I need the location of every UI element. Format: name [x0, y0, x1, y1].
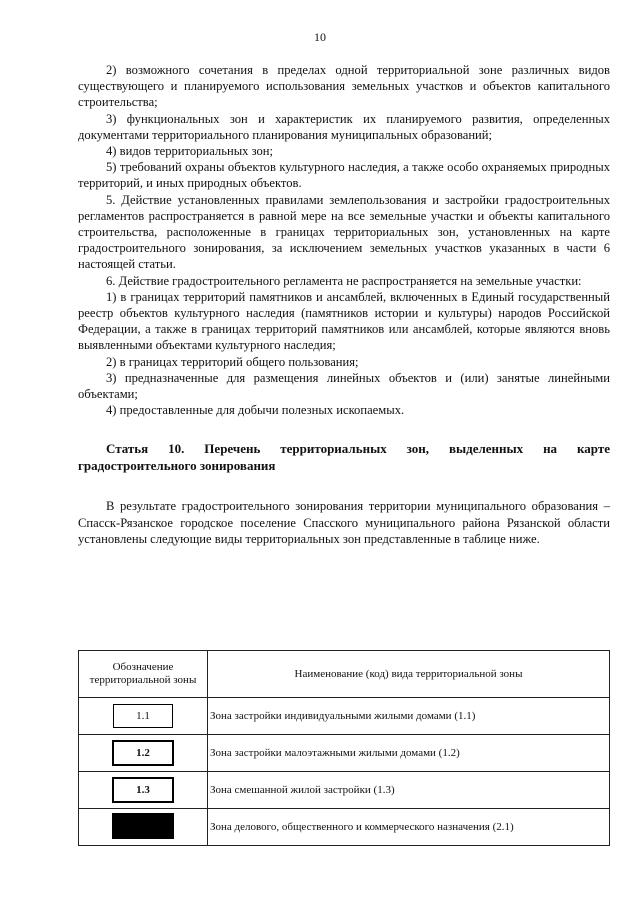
zone-code-swatch: 1.3 — [112, 777, 174, 803]
table-row — [79, 772, 610, 809]
zone-code-swatch: 1.2 — [112, 740, 174, 766]
document-body — [78, 62, 610, 547]
zone-name: Зона смешанной жилой застройки (1.3) — [208, 772, 610, 809]
paragraph: 3) предназначенные для размещения линейных объектов и (или) занятые линейными объектами; — [78, 370, 610, 402]
article-heading: Статья 10. Перечень территориальных зон, выделенных на карте градостроительного зонирования — [78, 441, 610, 474]
paragraph: 3) функциональных зон и характеристик их планируемого развития, определенных документами территориального планирования муниципальных образований; — [78, 111, 610, 142]
paragraph: 4) предоставленные для добычи полезных ископаемых. — [106, 403, 405, 418]
table-row — [79, 809, 610, 846]
table-row — [79, 698, 610, 735]
zones-table — [78, 650, 610, 846]
header-name: Наименование (код) вида территориальной зоны — [208, 651, 610, 698]
paragraph: 5. Действие установленных правилами землепользования и застройки градостроительных регламентов распространяется в равной мере на все земельные участки и объекты капитального строительства, расположенные в границах территориальных зон, установленных на карте градостроительного зонирования, за исключением земельных участков указанных в части 6 настоящей статьи. — [78, 192, 610, 272]
zone-name: Зона застройки индивидуальными жилыми домами (1.1) — [208, 698, 610, 735]
paragraph: 2) возможного сочетания в пределах одной территориальной зоне различных видов существующего и планируемого использования земельных участков и объектов капитального строительства; — [78, 63, 610, 110]
paragraph: 6. Действие градостроительного регламента не распространяется на земельные участки: — [106, 273, 582, 288]
paragraph: 1) в границах территорий памятников и ансамблей, включенных в Единый государственный реестр объектов культурного наследия (памятников истории и культуры) народов Российской Федерации, а также в границах территорий памятников или ансамблей, которые являются вновь выявленными объектами культурного наследия; — [78, 289, 610, 353]
table-row — [79, 735, 610, 772]
paragraph: 5) требований охраны объектов культурного наследия, а также особо охраняемых природных территорий, и иных природных объектов. — [78, 160, 610, 191]
zone-code-swatch — [112, 813, 174, 839]
table-header-row — [79, 651, 610, 698]
page-number: 10 — [314, 30, 326, 44]
paragraph: 2) в границах территорий общего пользования; — [106, 354, 359, 369]
zone-name: Зона застройки малоэтажными жилыми домами (1.2) — [208, 735, 610, 772]
zone-code-swatch: 1.1 — [113, 704, 173, 728]
zone-name: Зона делового, общественного и коммерческого назначения (2.1) — [208, 809, 610, 846]
paragraph: 4) видов территориальных зон; — [106, 144, 274, 159]
header-code: Обозначение территориальной зоны — [79, 651, 208, 698]
intro-paragraph: В результате градостроительного зонирования территории муниципального образования – Спасск-Рязанское городское поселение Спасского муниципального района Рязанской области установлены следующие виды территориальных зон представленные в таблице ниже. — [78, 499, 610, 546]
